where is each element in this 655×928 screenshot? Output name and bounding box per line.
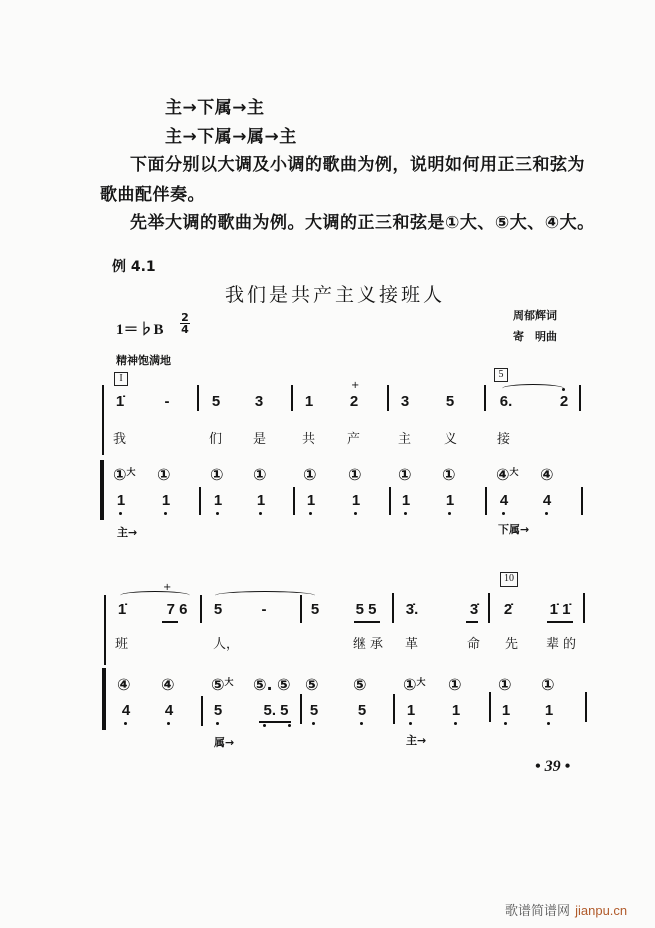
bass-note: 4 bbox=[121, 702, 131, 719]
octave-dot bbox=[404, 512, 407, 515]
bass-note: 1 bbox=[351, 492, 361, 509]
song-title: 我们是共产主义接班人 bbox=[225, 284, 446, 306]
bass-note: 1 bbox=[501, 702, 511, 719]
lyric: 主 bbox=[398, 432, 412, 447]
melody-note: 7 6 bbox=[166, 601, 188, 618]
lyric: 继承 bbox=[353, 637, 388, 652]
melody-note: 3̇. bbox=[405, 601, 419, 618]
octave-dot bbox=[309, 512, 312, 515]
chord-symbol: ⑤ bbox=[277, 675, 291, 694]
chord-symbol: ① bbox=[253, 465, 267, 484]
watermark-url: jianpu.cn bbox=[575, 903, 628, 918]
barline bbox=[300, 694, 302, 724]
bass-note: 1 bbox=[116, 492, 126, 509]
key-signature: 1＝♭B bbox=[116, 322, 164, 338]
lyric: 义 bbox=[444, 432, 458, 447]
chord-symbol: ④ bbox=[161, 675, 175, 694]
harmonic-function: 属→ bbox=[214, 736, 235, 749]
octave-dot bbox=[216, 722, 219, 725]
melody-note: 5 bbox=[213, 601, 223, 618]
octave-dot bbox=[259, 512, 262, 515]
melody-note: 1̇ bbox=[117, 601, 127, 618]
watermark bbox=[505, 900, 627, 919]
octave-dot bbox=[504, 722, 507, 725]
melody-note: 3 bbox=[254, 393, 264, 410]
barline bbox=[293, 487, 295, 515]
melody-note: - bbox=[164, 393, 170, 410]
system-line bbox=[102, 385, 104, 455]
composer: 寄 明曲 bbox=[513, 330, 557, 343]
barline bbox=[583, 593, 585, 623]
chord-symbol: ④ bbox=[540, 465, 554, 484]
octave-dot bbox=[216, 512, 219, 515]
lyric: 辈的 bbox=[546, 637, 581, 652]
melody-note: 6. bbox=[499, 393, 513, 410]
melody-note: 5 bbox=[310, 601, 320, 618]
lyric: 班 bbox=[115, 637, 129, 652]
lyric: 人， bbox=[213, 637, 240, 652]
paragraph-1-line-2: 歌曲配伴奏。 bbox=[100, 185, 205, 205]
barline bbox=[392, 593, 394, 623]
melody-note: 3̇ bbox=[469, 601, 479, 618]
progression-2: 主→下属→属→主 bbox=[165, 127, 297, 147]
bass-note: 1 bbox=[406, 702, 416, 719]
lyric: 产 bbox=[347, 432, 361, 447]
chord-symbol: ⑤ bbox=[353, 675, 367, 694]
system-line bbox=[104, 595, 106, 665]
harmonic-function: 下属→ bbox=[498, 523, 530, 536]
chord-symbol: ①$^大$ bbox=[113, 465, 136, 484]
tie-slur bbox=[215, 591, 315, 600]
bass-note: 4 bbox=[542, 492, 552, 509]
bass-note: 1 bbox=[306, 492, 316, 509]
chord-symbol: ① bbox=[348, 465, 362, 484]
chord-symbol: ① bbox=[303, 465, 317, 484]
chord-symbol: ① bbox=[398, 465, 412, 484]
octave-dot bbox=[124, 722, 127, 725]
harmonic-function: 主→ bbox=[117, 526, 138, 539]
octave-dot bbox=[360, 722, 363, 725]
lyric: 革 bbox=[405, 637, 419, 652]
lyric: 我 bbox=[113, 432, 127, 447]
chord-symbol: ① bbox=[541, 675, 555, 694]
melody-note: 1̇ bbox=[115, 393, 125, 410]
chord-symbol: ① bbox=[210, 465, 224, 484]
accompaniment-bracket bbox=[100, 460, 104, 520]
time-sig-top: 2 bbox=[181, 311, 189, 324]
octave-dot bbox=[547, 722, 550, 725]
octave-dot bbox=[167, 722, 170, 725]
melody-note: 2 bbox=[349, 393, 359, 410]
melody-note: 5 5 bbox=[355, 601, 377, 618]
bass-note: 5 bbox=[213, 702, 223, 719]
barline bbox=[579, 385, 581, 411]
page-number: • 39 • bbox=[535, 758, 571, 775]
bass-note: 1 bbox=[213, 492, 223, 509]
octave-dot bbox=[454, 722, 457, 725]
harmonic-function: 主→ bbox=[406, 734, 427, 747]
bass-note: 1 bbox=[256, 492, 266, 509]
accompaniment-bracket bbox=[102, 668, 106, 730]
measure-marker: I bbox=[114, 372, 128, 386]
barline bbox=[581, 487, 583, 515]
barline bbox=[488, 593, 490, 623]
bass-note: 1 bbox=[401, 492, 411, 509]
octave-dot bbox=[312, 722, 315, 725]
ornament-mark: + bbox=[163, 582, 172, 593]
bass-note: 4 bbox=[164, 702, 174, 719]
example-label: 例 4.1 bbox=[112, 259, 156, 275]
lyricist: 周郁辉词 bbox=[513, 309, 557, 322]
chord-symbol: ⑤ bbox=[305, 675, 319, 694]
chord-symbol: ① bbox=[448, 675, 462, 694]
lyric: 先 bbox=[505, 637, 519, 652]
bass-note: 5. 5 bbox=[263, 702, 289, 719]
barline bbox=[485, 487, 487, 515]
barline bbox=[585, 692, 587, 722]
slur bbox=[120, 591, 190, 600]
lyric: 是 bbox=[253, 432, 267, 447]
time-signature bbox=[180, 312, 190, 335]
chord-symbol: ① bbox=[498, 675, 512, 694]
chord-symbol: ⑤$^大$ bbox=[211, 675, 234, 694]
barline bbox=[201, 696, 203, 726]
tempo-mark: 精神饱满地 bbox=[116, 354, 171, 367]
octave-dot bbox=[448, 512, 451, 515]
chord-symbol: ⑤. bbox=[253, 675, 273, 694]
measure-marker: 5 bbox=[494, 368, 508, 382]
octave-dot bbox=[354, 512, 357, 515]
melody-note: - bbox=[261, 601, 267, 618]
octave-dot bbox=[164, 512, 167, 515]
barline bbox=[200, 595, 202, 623]
chord-symbol: ① bbox=[157, 465, 171, 484]
underline-beam bbox=[466, 621, 478, 623]
octave-dot bbox=[545, 512, 548, 515]
underline-beam bbox=[354, 621, 380, 623]
barline bbox=[199, 487, 201, 515]
octave-dot bbox=[119, 512, 122, 515]
bass-note: 1 bbox=[544, 702, 554, 719]
octave-dot bbox=[288, 724, 291, 727]
underline-beam bbox=[162, 621, 178, 623]
melody-note: 1 bbox=[304, 393, 314, 410]
chord-symbol: ④$^大$ bbox=[496, 465, 519, 484]
time-sig-bottom: 4 bbox=[181, 323, 189, 336]
melody-note: 5 bbox=[211, 393, 221, 410]
barline bbox=[389, 487, 391, 515]
bass-note: 1 bbox=[445, 492, 455, 509]
barline bbox=[291, 385, 293, 411]
barline bbox=[197, 385, 199, 411]
lyric: 接 bbox=[497, 432, 511, 447]
underline-beam bbox=[547, 621, 573, 623]
bass-note: 4 bbox=[499, 492, 509, 509]
paragraph-2: 先举大调的歌曲为例。大调的正三和弦是①大、⑤大、④大。 bbox=[130, 213, 595, 233]
chord-symbol: ① bbox=[442, 465, 456, 484]
underline-beam bbox=[259, 721, 291, 723]
melody-note: 1̇ 1̇ bbox=[549, 601, 571, 618]
watermark-cn: 歌谱简谱网 bbox=[505, 904, 571, 919]
lyric: 命 bbox=[467, 637, 481, 652]
bass-note: 5 bbox=[309, 702, 319, 719]
chord-symbol: ④ bbox=[117, 675, 131, 694]
barline bbox=[387, 385, 389, 411]
tie-slur bbox=[502, 384, 564, 393]
octave-dot bbox=[263, 724, 266, 727]
melody-note: 2̇ bbox=[503, 601, 513, 618]
lyric: 共 bbox=[302, 432, 316, 447]
progression-1: 主→下属→主 bbox=[165, 98, 265, 118]
bass-note: 1 bbox=[161, 492, 171, 509]
paragraph-1-line-1: 下面分别以大调及小调的歌曲为例，说明如何用正三和弦为 bbox=[130, 155, 585, 175]
octave-dot bbox=[409, 722, 412, 725]
bass-note: 5 bbox=[357, 702, 367, 719]
lyric: 们 bbox=[209, 432, 223, 447]
ornament-mark: + bbox=[351, 380, 360, 391]
melody-note: 5 bbox=[445, 393, 455, 410]
bass-note: 1 bbox=[451, 702, 461, 719]
barline bbox=[484, 385, 486, 411]
barline bbox=[489, 692, 491, 722]
barline bbox=[393, 694, 395, 724]
chord-symbol: ①$^大$ bbox=[403, 675, 426, 694]
measure-marker: 10 bbox=[500, 572, 518, 587]
melody-note: 3 bbox=[400, 393, 410, 410]
melody-note: 2 bbox=[559, 393, 569, 410]
octave-dot bbox=[502, 512, 505, 515]
